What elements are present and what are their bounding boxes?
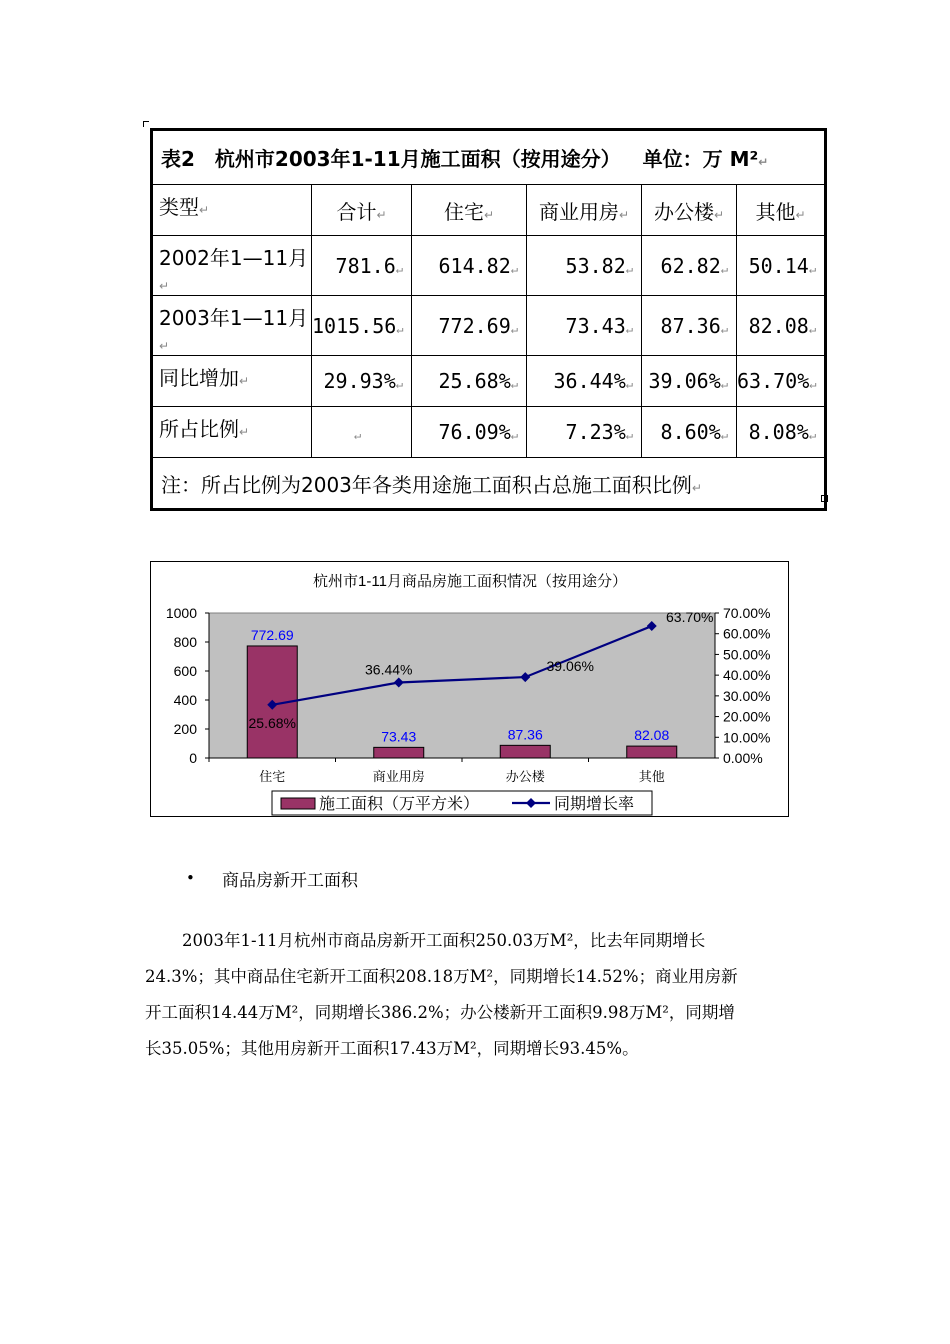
table-note-row: 注：所占比例为2003年各类用途施工面积占总施工面积比例↵ [152, 458, 826, 510]
table-title-row [152, 130, 826, 185]
bar [374, 747, 424, 758]
bar-data-label: 772.69 [250, 626, 294, 643]
header-other: 其他↵ [737, 185, 826, 236]
table-cell: 62.82↵ [642, 236, 737, 296]
table-cell: 8.60%↵ [642, 407, 737, 458]
header-total: 合计↵ [312, 185, 412, 236]
table-cell: ↵ [312, 407, 412, 458]
bar-data-label: 73.43 [381, 728, 417, 745]
x-axis-label: 办公楼 [505, 769, 545, 784]
right-axis-label: 20.00% [723, 708, 771, 725]
right-axis-label: 30.00% [723, 687, 771, 704]
table-cell: 73.43↵ [527, 296, 642, 356]
left-axis-label: 800 [173, 634, 197, 650]
construction-area-table [150, 128, 827, 511]
left-axis-label: 400 [173, 692, 197, 708]
legend-bar-swatch [281, 798, 315, 809]
return-mark: ↵ [758, 155, 769, 169]
paragraph-line: 开工面积14.44万M²，同期增长386.2%；办公楼新开工面积9.98万M²，同期增 [145, 1003, 735, 1022]
table-title: 表2 杭州市2003年1-11月施工面积（按用途分） [161, 147, 621, 171]
right-axis-label: 0.00% [723, 750, 763, 766]
table-row [152, 356, 826, 407]
table-note: 注：所占比例为2003年各类用途施工面积占总施工面积比例 [161, 472, 692, 497]
table-cell: 25.68%↵ [412, 356, 527, 407]
bar-data-label: 87.36 [507, 726, 543, 743]
left-axis-label: 600 [173, 663, 197, 679]
x-axis-label: 住宅 [259, 769, 286, 784]
legend-line-label: 同期增长率 [554, 796, 635, 813]
paragraph-line: 2003年1-11月杭州市商品房新开工面积250.03万M²，比去年同期增长 [182, 931, 706, 950]
chart-svg [151, 562, 790, 818]
table-cell: 50.14↵ [737, 236, 826, 296]
left-axis-label: 1000 [165, 605, 197, 621]
chart-title: 杭州市1-11月商品房施工面积情况（按用途分） [313, 573, 627, 590]
line-data-label: 63.70% [666, 609, 714, 626]
x-axis-label: 商业用房 [372, 769, 425, 784]
table-resize-handle[interactable] [821, 495, 828, 502]
table-cell: 39.06%↵ [642, 356, 737, 407]
header-type: 类型↵ [152, 185, 312, 236]
table-header-row [152, 185, 826, 236]
paragraph-line: 长35.05%；其他用房新开工面积17.43万M²，同期增长93.45%。 [145, 1039, 639, 1058]
row-label: 同比增加↵ [152, 356, 312, 407]
right-axis-label: 40.00% [723, 667, 771, 684]
paragraph-line: 24.3%；其中商品住宅新开工面积208.18万M²，同期增长14.52%；商业用房新 [145, 967, 738, 986]
table-cell: 772.69↵ [412, 296, 527, 356]
table-unit: 单位：万 M² [642, 147, 759, 171]
area-table [150, 128, 824, 511]
usage-chart [150, 561, 789, 817]
right-axis-label: 70.00% [723, 605, 771, 621]
row-label: 2002年1—11月↵ [152, 236, 312, 296]
table-cell: 8.08%↵ [737, 407, 826, 458]
bar [627, 746, 677, 758]
table-cell: 87.36↵ [642, 296, 737, 356]
table-cell: 29.93%↵ [312, 356, 412, 407]
table-cell: 1015.56↵ [312, 296, 412, 356]
left-axis-label: 200 [173, 721, 197, 737]
left-axis-label: 0 [189, 750, 197, 766]
right-axis-label: 50.00% [723, 646, 771, 663]
table-cell: 63.70%↵ [737, 356, 826, 407]
x-axis-label: 其他 [638, 769, 665, 784]
table-cell: 614.82↵ [412, 236, 527, 296]
right-axis-label: 10.00% [723, 729, 771, 746]
bullet-marker: • [186, 869, 195, 887]
table-cell: 7.23%↵ [527, 407, 642, 458]
row-label: 2003年1—11月↵ [152, 296, 312, 356]
line-data-label: 25.68% [248, 714, 296, 731]
table-row [152, 407, 826, 458]
table-cell: 53.82↵ [527, 236, 642, 296]
table-anchor-handle[interactable] [143, 121, 149, 127]
table-cell: 76.09%↵ [412, 407, 527, 458]
right-axis-label: 60.00% [723, 625, 771, 642]
bar [500, 745, 550, 758]
legend-bar-label: 施工面积（万平方米） [319, 796, 480, 813]
table-cell: 781.6↵ [312, 236, 412, 296]
table-cell: 36.44%↵ [527, 356, 642, 407]
line-data-label: 39.06% [546, 658, 594, 675]
table-cell: 82.08↵ [737, 296, 826, 356]
row-label: 所占比例↵ [152, 407, 312, 458]
header-commercial: 商业用房↵ [527, 185, 642, 236]
table-row [152, 236, 826, 296]
header-residential: 住宅↵ [412, 185, 527, 236]
header-office: 办公楼↵ [642, 185, 737, 236]
table-row [152, 296, 826, 356]
section-heading: 商品房新开工面积 [222, 871, 358, 891]
bar-data-label: 82.08 [634, 727, 670, 744]
line-data-label: 36.44% [365, 661, 413, 678]
body-paragraph [145, 923, 810, 1067]
